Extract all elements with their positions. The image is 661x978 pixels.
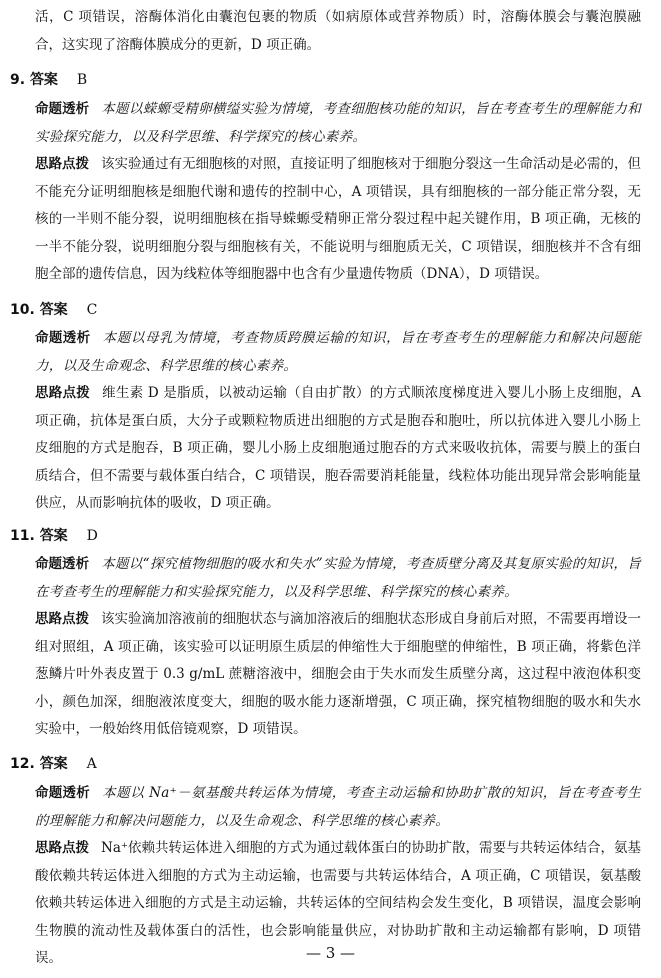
question-number: 12. <box>10 756 35 772</box>
hint-text: Na⁺依赖共转运体进入细胞的方式为通过载体蛋白的协助扩散，需要与共转运体结合，氨基酸依赖共转运体进入细胞的方式为主动运输，也需要与共转运体结合，A 项正确，C 项错误，氨基酸依赖共转运体进入细胞的方式是主动运输，共转运体的空间结构会发生变化，B 项错误，温度会影响生物膜的流动性及载体蛋白的活性，也会影响能量供应，对协助扩散和主动运输都有影响，D 项错误。 <box>35 840 641 966</box>
hint-text: 维生素 D 是脂质，以被动运输（自由扩散）的方式顺浓度梯度进入婴儿小肠上皮细胞，A 项正确，抗体是蛋白质，大分子或颗粒物质进出细胞的方式是胞吞和胞吐，所以抗体进入婴儿小肠上皮细胞的方式是胞吞，B 项正确，婴儿小肠上皮细胞通过胞吞的方式来吸收抗体，需要与膜上的蛋白质结合，但不需要与载体蛋白结合，C 项错误，胞吞需要消耗能量，线粒体功能出现异常会影响能量供应，从而影响抗体的吸收，D 项正确。 <box>35 385 642 511</box>
intent-label: 命题透析 <box>35 330 91 346</box>
q12-intent <box>35 780 641 835</box>
q10-intent <box>35 325 641 380</box>
intent-text: 本题以“探究植物细胞的吸水和失水”实验为情境，考查质壁分离及其复原实验的知识，旨在考查考生的理解能力和实验探究能力，以及科学思维、科学探究的核心素养。 <box>35 556 642 600</box>
intent-text: 本题以蝾螈受精卵横缢实验为情境，考查细胞核功能的知识，旨在考查考生的理解能力和实验探究能力，以及科学思维、科学探究的核心素养。 <box>35 101 641 145</box>
hint-text: 该实验通过有无细胞核的对照，直接证明了细胞核对于细胞分裂这一生命活动是必需的，但不能充分证明细胞核是细胞代谢和遗传的控制中心，A 项错误，具有细胞核的一部分能正常分裂，无核的一半则不能分裂，说明细胞核在指导蝾螈受精卵正常分裂过程中起关键作用，B 项正确，无核的一半不能分裂，说明细胞分裂与细胞核有关，不能说明与细胞质无关，C 项错误，细胞核并不含有细胞全部的遗传信息，因为线粒体等细胞器中也含有少量遗传物质（DNA），D 项错误。 <box>35 156 641 282</box>
answer-value: D <box>86 528 98 544</box>
intent-label: 命题透析 <box>35 785 91 801</box>
answer-label: 答案 <box>39 756 68 772</box>
intent-label: 命题透析 <box>35 101 90 117</box>
answer-label: 答案 <box>39 302 68 318</box>
answer-value: C <box>86 302 98 318</box>
q10-hint <box>35 380 641 518</box>
q12-answer-line <box>10 752 97 776</box>
answer-label: 答案 <box>29 72 58 88</box>
page-number: — 3 — <box>305 944 356 962</box>
question-number: 11. <box>10 528 35 544</box>
q11-intent <box>35 551 641 606</box>
intent-text: 本题以母乳为情境，考查物质跨膜运输的知识，旨在考查考生的理解能力和解决问题能力，以及生命观念、科学思维的核心素养。 <box>35 330 642 374</box>
hint-text: 该实验滴加溶液前的细胞状态与滴加溶液后的细胞状态形成自身前后对照，不需要再增设一组对照组，A 项正确，该实验可以证明原生质层的伸缩性大于细胞壁的伸缩性，B 项正确，将紫色洋葱鳞片叶外表皮置于 0.3 g/mL 蔗糖溶液中，细胞会由于失水而发生质壁分离，这过程中液泡体积变小，颜色加深，细胞液浓度变大，细胞的吸水能力逐渐增强，C 项正确，探究植物细胞的吸水和失水实验中，一般始终用低倍镜观察，D 项错误。 <box>35 611 641 737</box>
q9-hint <box>35 151 641 289</box>
q9-answer-line <box>10 68 87 92</box>
question-number: 9. <box>10 72 26 88</box>
q11-hint <box>35 606 641 744</box>
hint-label: 思路点拨 <box>35 156 89 172</box>
q9-intent <box>35 96 641 151</box>
answer-label: 答案 <box>39 528 68 544</box>
q11-answer-line <box>10 524 98 548</box>
hint-label: 思路点拨 <box>35 385 91 401</box>
q10-answer-line <box>10 298 97 322</box>
intent-text: 本题以 Na⁺－氨基酸共转运体为情境，考查主动运输和协助扩散的知识，旨在考查考生的理解能力和解决问题能力，以及生命观念、科学思维的核心素养。 <box>35 785 642 829</box>
top-paragraph: 活，C 项错误，溶酶体消化由囊泡包裹的物质（如病原体或营养物质）时，溶酶体膜会与囊泡膜融合，这实现了溶酶体膜成分的更新，D 项正确。 <box>35 9 641 53</box>
answer-value: B <box>76 72 88 88</box>
intent-label: 命题透析 <box>35 556 90 572</box>
hint-label: 思路点拨 <box>35 611 89 627</box>
question-number: 10. <box>10 302 35 318</box>
answer-value: A <box>86 756 97 772</box>
hint-label: 思路点拨 <box>35 840 89 856</box>
